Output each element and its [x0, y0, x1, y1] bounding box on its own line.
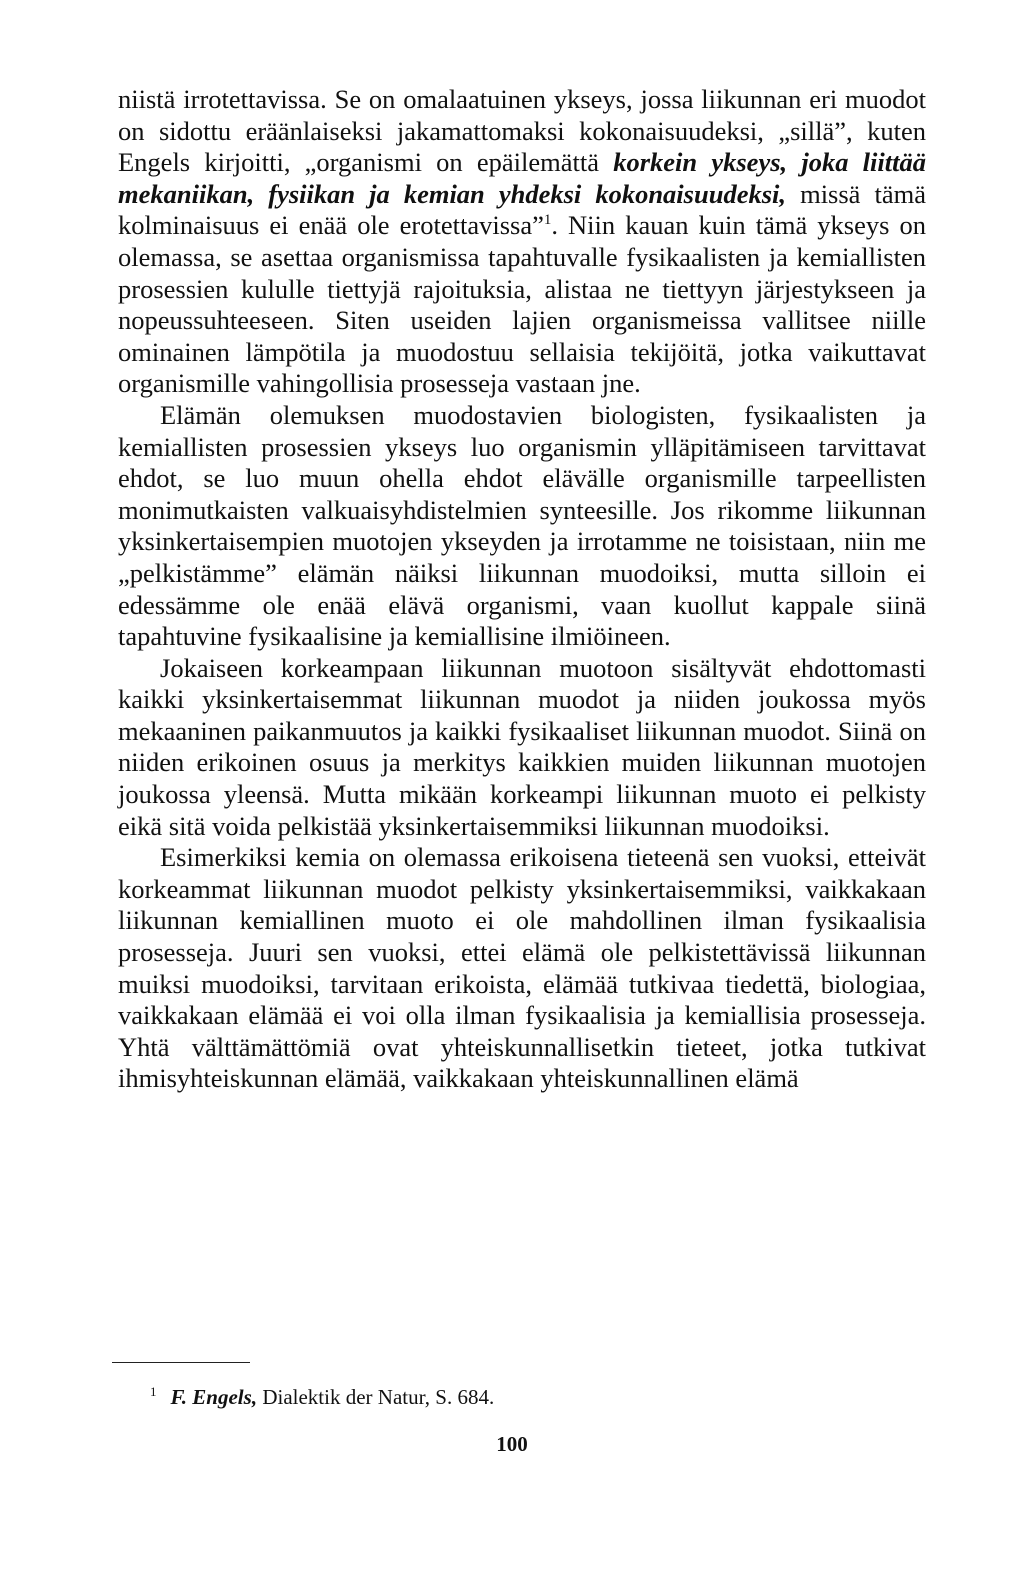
footnote-divider: [112, 1362, 250, 1363]
p1-text-a: niistä irrotettavissa. Se on omalaatuinen ykseys, jossa liikunnan eri muodot on sidottu eräänlaiseksi jakamattomaksi kokonaisuudeksi, „sillä”, kuten Engels kirjoitti, „organismi on epäilemättä: [118, 84, 926, 178]
page-body: [118, 84, 926, 1095]
footnote-reference: 1: [543, 212, 552, 229]
paragraph-2: Elämän olemuksen muodostavien biologisten, fysikaalisten ja kemiallisten prosessien ykseys luo organismin ylläpitämiseen tarvittavat ehdot, se luo muun ohella ehdot elävälle organismille tarpeellisten monimutkaisten valkuaisyhdistelmien synteesille. Jos rikomme liikunnan yksinkertaisempien muotojen ykseyden ja irrotamme ne toisistaan, niin me „pelkistämme” elämän näiksi liikunnan muodoiksi, mutta silloin ei edessämme ole enää elävä organismi, vaan kuollut kappale siinä tapahtuvine fysikaalisine ja kemiallisine ilmiöineen.: [118, 399, 926, 652]
p1-text-c: . Niin kauan kuin tämä ykseys on olemassa, se asettaa organismissa tapahtuvalle fysikaalisten ja kemiallisten prosessien kululle tiettyjä rajoituksia, alistaa ne tiettyyn järjestykseen ja nopeussuhteeseen. Siten useiden lajien organismeissa vallitsee niille ominainen lämpötila ja muodostuu sellaisia tekijöitä, jotka vaikuttavat organismille vahingollisia prosesseja vastaan jne.: [118, 210, 926, 399]
paragraph-1: [118, 84, 926, 400]
page-number: 100: [496, 1432, 528, 1456]
footnote-author: F. Engels,: [170, 1385, 258, 1409]
footnote-mark: 1: [150, 1384, 157, 1399]
footnote-text: Dialektik der Natur, S. 684.: [257, 1385, 495, 1409]
p1-text-b: missä tämä kolminaisuus ei enää ole erotettavissa”: [118, 178, 926, 241]
paragraph-4: Esimerkiksi kemia on olemassa erikoisena tieteenä sen vuoksi, etteivät korkeammat liikunnan muodot pelkisty yksinkertaisemmiksi, vaikkakaan liikunnan kemiallinen muoto ei ole mahdollinen ilman fysikaalisia prosesseja. Juuri sen vuoksi, ettei elämä ole pelkistettävissä liikunnan muiksi muodoiksi, tarvitaan erikoista, elämää tutkivaa tiedettä, biologiaa, vaikkakaan elämää ei voi olla ilman fysikaalisia ja kemiallisia prosesseja. Yhtä välttämättömiä ovat yhteiskunnallisetkin tieteet, jotka tutkivat ihmisyhteiskunnan elämää, vaikkakaan yhteiskunnallinen elämä: [118, 842, 926, 1094]
footnote: [150, 1384, 494, 1410]
paragraph-3: Jokaiseen korkeampaan liikunnan muotoon sisältyvät ehdottomasti kaikki yksinkertaisemmat liikunnan muodot ja niiden joukossa myös mekaaninen paikanmuutos ja kaikki fysikaaliset liikunnan muodot. Siinä on niiden erikoinen osuus ja merkitys kaikkien muiden liikunnan muotojen joukossa yleensä. Mutta mikään korkeampi liikunnan muoto ei pelkisty eikä sitä voida pelkistää yksinkertaisemmiksi liikunnan muodoiksi.: [118, 652, 926, 841]
p1-quote-italic: korkein ykseys, joka liittää mekaniikan, fysiikan ja kemian yhdeksi kokonaisuudeksi,: [118, 147, 926, 209]
